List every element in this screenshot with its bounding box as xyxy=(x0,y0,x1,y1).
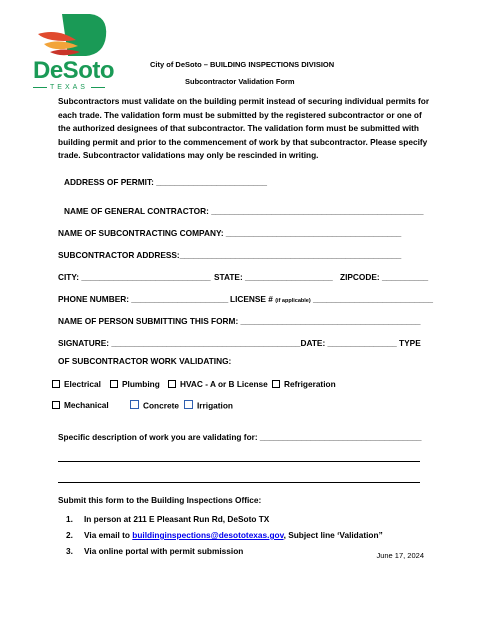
submit-heading: Submit this form to the Building Inspections Office: xyxy=(58,495,262,505)
description-line[interactable] xyxy=(58,461,420,462)
phone-field[interactable]: PHONE NUMBER: _____________________ xyxy=(58,294,229,304)
submitter-name-field[interactable]: NAME OF PERSON SUBMITTING THIS FORM: _______________________________________ xyxy=(58,316,421,326)
checkbox-box-icon xyxy=(168,380,176,388)
description-line[interactable] xyxy=(58,482,420,483)
logo-subtitle: TEXAS xyxy=(30,84,108,91)
logo-wordmark: DeSoto xyxy=(33,57,114,84)
submit-option-in-person: 1. In person at 211 E Pleasant Run Rd, DeSoto TX xyxy=(66,514,270,524)
state-field[interactable]: STATE: ___________________ xyxy=(214,272,333,282)
checkbox-box-icon xyxy=(52,401,60,409)
plumbing-checkbox[interactable]: Plumbing xyxy=(110,379,160,389)
email-link[interactable]: buildinginspections@desototexas.gov xyxy=(132,530,284,540)
checkbox-box-icon xyxy=(272,380,280,388)
hvac-checkbox[interactable]: HVAC - A or B License xyxy=(168,379,268,389)
refrigeration-checkbox[interactable]: Refrigeration xyxy=(272,379,336,389)
checkbox-box-icon xyxy=(110,380,118,388)
form-title: Subcontractor Validation Form xyxy=(185,77,295,86)
mechanical-checkbox[interactable]: Mechanical xyxy=(52,400,109,410)
revision-date: June 17, 2024 xyxy=(376,551,424,560)
general-contractor-field[interactable]: NAME OF GENERAL CONTRACTOR: ______________________________________________ xyxy=(64,206,424,216)
zipcode-field[interactable]: ZIPCODE: __________ xyxy=(340,272,429,282)
submit-option-portal: 3. Via online portal with permit submission xyxy=(66,546,244,556)
concrete-checkbox[interactable]: Concrete xyxy=(130,400,179,411)
checkbox-box-icon xyxy=(52,380,60,388)
checkbox-box-icon xyxy=(130,400,139,409)
checkbox-box-icon xyxy=(184,400,193,409)
work-description-field[interactable]: Specific description of work you are validating for: ___________________________________ xyxy=(58,432,422,442)
intro-paragraph: Subcontractors must validate on the building permit instead of securing individual permits for each trade. The validation form must be submitted by the registered subcontractor or one of the authorized designees of that subcontractor. The validation form must be submitted with building permit and prior to the commencement of work by that subcontractor. Please specify trade. Subcontractor validations may only be rescinded in writing. xyxy=(58,96,430,160)
signature-date-field[interactable]: SIGNATURE: _________________________________________DATE: _______________ TYPE xyxy=(58,338,421,348)
license-field[interactable]: LICENSE # (if applicable) __________________________ xyxy=(230,294,433,304)
irrigation-checkbox[interactable]: Irrigation xyxy=(184,400,233,411)
subcontracting-company-field[interactable]: NAME OF SUBCONTRACTING COMPANY: ______________________________________ xyxy=(58,228,402,238)
org-heading: City of DeSoto – BUILDING INSPECTIONS DIVISION xyxy=(150,60,335,69)
city-field[interactable]: CITY: ____________________________ xyxy=(58,272,211,282)
address-of-permit-field[interactable]: ADDRESS OF PERMIT: ________________________ xyxy=(64,177,267,187)
submit-option-email: 2. Via email to buildinginspections@desototexas.gov, Subject line ‘Validation” xyxy=(66,530,383,540)
subcontractor-address-field[interactable]: SUBCONTRACTOR ADDRESS:________________________________________________ xyxy=(58,250,402,260)
electrical-checkbox[interactable]: Electrical xyxy=(52,379,101,389)
work-validating-label: OF SUBCONTRACTOR WORK VALIDATING: xyxy=(58,356,232,366)
